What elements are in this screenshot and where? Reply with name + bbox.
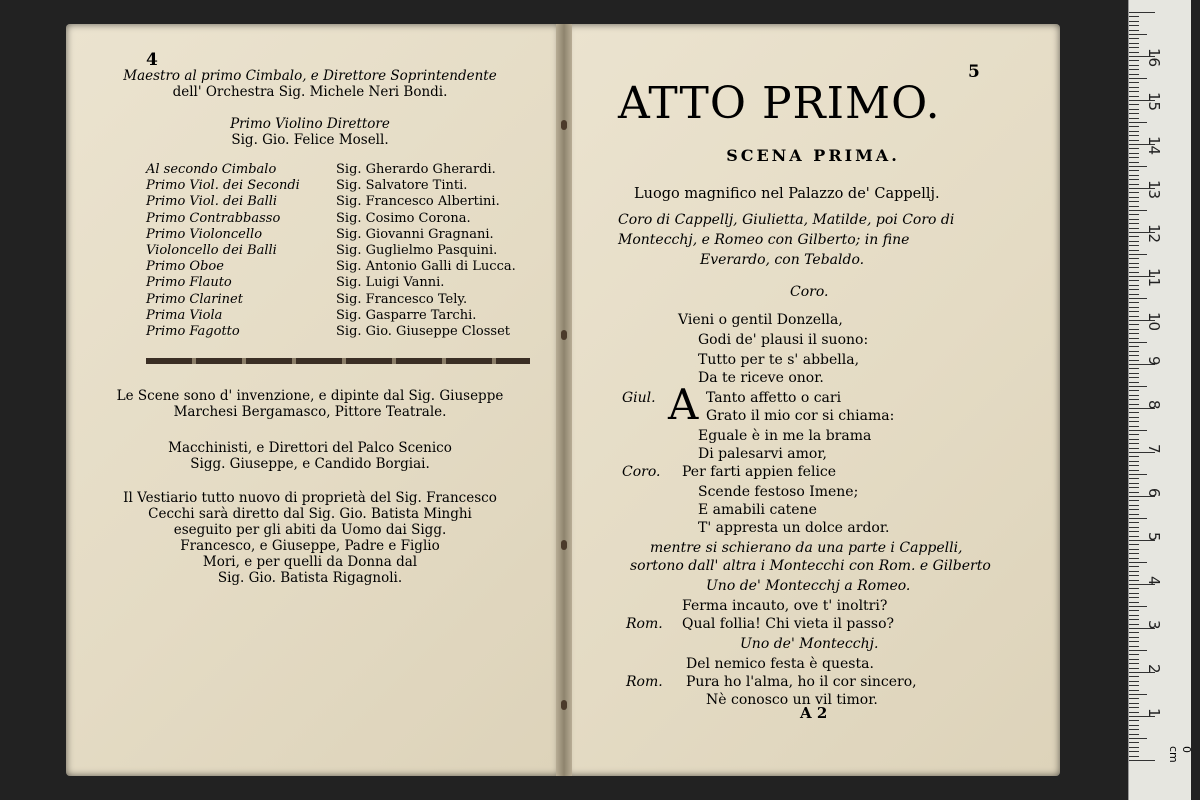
ruler-tick	[1129, 492, 1139, 493]
role-row	[146, 227, 516, 243]
verse-line: Di palesarvi amor,	[698, 446, 827, 462]
ruler-tick	[1129, 448, 1139, 449]
ruler-label: 14	[1145, 136, 1163, 156]
orchestra-roles-list	[146, 162, 516, 340]
ruler-tick	[1129, 210, 1147, 211]
scene-title: SCENA PRIMA.	[726, 146, 900, 165]
ruler-tick	[1129, 659, 1139, 660]
role-row	[146, 162, 516, 178]
ruler-label: 7	[1145, 444, 1163, 454]
ruler-tick	[1129, 12, 1155, 13]
ruler-tick	[1129, 553, 1139, 554]
ruler-tick	[1129, 456, 1139, 457]
ruler-label: 15	[1145, 92, 1163, 112]
musician-name: Sig. Gherardo Gherardi.	[336, 162, 496, 177]
ruler-label: 11	[1145, 268, 1163, 288]
ruler-tick	[1129, 580, 1139, 581]
ruler-tick	[1129, 742, 1139, 743]
ruler-label: 5	[1145, 532, 1163, 542]
ruler-tick	[1129, 465, 1139, 466]
ruler-unit: 0 cm	[1167, 746, 1193, 763]
vestiario-line: eseguito per gli abiti da Uomo dai Sigg.	[173, 522, 447, 538]
speaker-rom: Rom.	[626, 616, 663, 632]
ruler-tick	[1129, 624, 1139, 625]
ruler-tick	[1129, 118, 1139, 119]
ruler-tick	[1129, 324, 1139, 325]
ruler-tick	[1129, 373, 1139, 374]
ruler-tick	[1129, 184, 1139, 185]
ruler-tick	[1129, 206, 1139, 207]
ruler-tick	[1129, 131, 1139, 132]
ruler-tick	[1129, 91, 1139, 92]
header-line-1: Maestro al primo Cimbalo, e Direttore Soprintendente	[123, 68, 497, 84]
role-row	[146, 259, 516, 275]
verse-line: Pura ho l'alma, ho il cor sincero,	[686, 674, 917, 690]
vestiario-line: Il Vestiario tutto nuovo di proprietà del Sig. Francesco	[123, 490, 497, 506]
binding-stitch	[561, 120, 567, 130]
verse-line: Da te riceve onor.	[698, 370, 824, 386]
ruler-tick	[1129, 52, 1139, 53]
ruler-tick	[1129, 725, 1139, 726]
ruler-label: 2	[1145, 664, 1163, 674]
ruler-tick	[1129, 760, 1155, 761]
ruler-tick	[1129, 25, 1139, 26]
ruler-tick	[1129, 250, 1139, 251]
role-row	[146, 243, 516, 259]
ruler-tick	[1129, 610, 1139, 611]
ruler-tick	[1129, 60, 1139, 61]
ruler-tick	[1129, 602, 1139, 603]
ruler-tick	[1129, 421, 1139, 422]
header-line-2: dell' Orchestra Sig. Michele Neri Bondi.	[172, 84, 448, 100]
ruler-tick	[1129, 113, 1139, 114]
ruler-tick	[1129, 734, 1139, 735]
musician-name: Sig. Francesco Albertini.	[336, 194, 500, 210]
ruler-tick	[1129, 707, 1139, 708]
ruler-tick	[1129, 439, 1139, 440]
ruler-tick	[1129, 417, 1139, 418]
stage-direction: mentre si schierano da una parte i Cappelli,	[650, 540, 963, 556]
ruler-tick	[1129, 307, 1139, 308]
right-page-number: 5	[968, 62, 980, 82]
ruler-tick	[1129, 663, 1139, 664]
ruler-tick	[1129, 566, 1139, 567]
ruler-tick	[1129, 74, 1139, 75]
ruler-tick	[1129, 135, 1139, 136]
ruler-tick	[1129, 637, 1139, 638]
ruler-tick	[1129, 597, 1139, 598]
ruler-tick	[1129, 562, 1147, 563]
ruler-tick	[1129, 294, 1139, 295]
ruler-tick	[1129, 544, 1139, 545]
ruler-tick	[1129, 549, 1139, 550]
violino-role: Primo Violino Direttore	[230, 116, 390, 132]
ruler-tick	[1129, 681, 1139, 682]
role-title: Primo Clarinet	[146, 291, 243, 307]
ruler-tick	[1129, 267, 1139, 268]
musician-name: Sig. Antonio Galli di Lucca.	[336, 259, 516, 275]
ruler-tick	[1129, 170, 1139, 171]
ruler-tick	[1129, 360, 1139, 361]
role-title: Primo Viol. dei Balli	[146, 194, 278, 210]
book-gutter	[556, 24, 572, 776]
ruler-tick	[1129, 536, 1139, 537]
ruler-tick	[1129, 514, 1139, 515]
ruler-tick	[1129, 254, 1147, 255]
vestiario-line: Cecchi sarà diretto dal Sig. Gio. Batista Minghi	[148, 506, 472, 522]
ruler-tick	[1129, 641, 1139, 642]
ruler-tick	[1129, 192, 1139, 193]
verse-line: Grato il mio cor si chiama:	[706, 408, 895, 424]
ruler-tick	[1129, 487, 1139, 488]
ruler-tick	[1129, 38, 1139, 39]
ruler-tick	[1129, 500, 1139, 501]
verse-line: Nè conosco un vil timor.	[706, 692, 878, 708]
vestiario-line: Francesco, e Giuseppe, Padre e Figlio	[180, 538, 440, 554]
ruler-tick	[1129, 201, 1139, 202]
ruler-tick	[1129, 483, 1139, 484]
ruler-tick	[1129, 65, 1139, 66]
ruler-tick	[1129, 690, 1139, 691]
ruler-tick	[1129, 30, 1139, 31]
ruler-tick	[1129, 298, 1147, 299]
role-row	[146, 308, 516, 324]
musician-name: Sig. Giovanni Gragnani.	[336, 226, 494, 242]
binding-stitch	[561, 540, 567, 550]
ruler-tick	[1129, 399, 1139, 400]
ruler-tick	[1129, 747, 1139, 748]
verse-line: Del nemico festa è questa.	[686, 656, 874, 672]
verse-line: Ferma incauto, ove t' inoltri?	[682, 598, 888, 614]
vestiario-line: Sig. Gio. Batista Rigagnoli.	[217, 570, 403, 586]
verse-line: Per farti appien felice	[682, 464, 837, 480]
ruler-tick	[1129, 122, 1147, 123]
ruler-tick	[1129, 720, 1139, 721]
ruler-tick	[1129, 236, 1139, 237]
ruler-tick	[1129, 509, 1139, 510]
ruler-tick	[1129, 355, 1139, 356]
ruler-tick	[1129, 505, 1139, 506]
verse-line: Tanto affetto o cari	[706, 390, 842, 406]
ruler-tick	[1129, 104, 1139, 105]
verse-line: Godi de' plausi il suono:	[698, 332, 869, 348]
role-title: Violoncello dei Balli	[146, 243, 277, 259]
ruler-tick	[1129, 386, 1147, 387]
ruler-tick	[1129, 698, 1139, 699]
musician-name: Sig. Luigi Vanni.	[336, 275, 445, 291]
ruler-tick	[1129, 175, 1139, 176]
verse-line: Tutto per te s' abbella,	[698, 352, 860, 368]
ruler-tick	[1129, 703, 1139, 704]
ruler-tick	[1129, 668, 1139, 669]
ruler-tick	[1129, 571, 1139, 572]
musician-name: Sig. Gio. Giuseppe Closset	[336, 324, 510, 340]
violino-name: Sig. Gio. Felice Mosell.	[231, 132, 389, 148]
role-title: Primo Contrabbasso	[146, 210, 281, 226]
ruler-tick	[1129, 738, 1147, 739]
role-row	[146, 324, 516, 340]
ruler-tick	[1129, 426, 1139, 427]
verse-line: Vieni o gentil Donzella,	[678, 312, 843, 328]
speaker-giul: Giul.	[622, 390, 656, 406]
ruler-tick	[1129, 434, 1139, 435]
macchinisti-line-1: Macchinisti, e Direttori del Palco Scenico	[168, 440, 452, 456]
ruler-tick	[1129, 258, 1139, 259]
ruler-tick	[1129, 148, 1139, 149]
scene-line-1: Le Scene sono d' invenzione, e dipinte dal Sig. Giuseppe	[116, 388, 504, 404]
ruler-tick	[1129, 619, 1139, 620]
role-title: Primo Flauto	[146, 275, 232, 291]
ruler-label: 1	[1145, 708, 1163, 718]
ruler-tick	[1129, 311, 1139, 312]
ruler-tick	[1129, 558, 1139, 559]
ruler-tick	[1129, 179, 1139, 180]
ruler-tick	[1129, 21, 1139, 22]
stage-direction-1: Coro di Cappellj, Giulietta, Matilde, poi Coro di	[618, 212, 955, 228]
ruler-tick	[1129, 338, 1139, 339]
left-page-number: 4	[146, 50, 158, 70]
place-line: Luogo magnifico nel Palazzo de' Cappellj.	[634, 186, 940, 202]
ruler-tick	[1129, 197, 1139, 198]
verse-line: T' appresta un dolce ardor.	[698, 520, 890, 536]
ruler-tick	[1129, 751, 1139, 752]
role-title: Primo Violoncello	[146, 226, 263, 242]
ruler-tick	[1129, 478, 1139, 479]
role-title: Primo Viol. dei Secondi	[146, 178, 300, 194]
scene-line-2: Marchesi Bergamasco, Pittore Teatrale.	[173, 404, 447, 420]
ruler-tick	[1129, 272, 1139, 273]
ruler-tick	[1129, 412, 1139, 413]
ruler-tick	[1129, 470, 1139, 471]
coro-heading: Coro.	[790, 284, 829, 300]
ruler-label: 10	[1145, 312, 1163, 332]
ruler-tick	[1129, 646, 1139, 647]
ruler-tick	[1129, 78, 1147, 79]
ruler-tick	[1129, 650, 1147, 651]
ruler-tick	[1129, 302, 1139, 303]
binding-stitch	[561, 700, 567, 710]
ruler-label: 13	[1145, 180, 1163, 200]
stage-direction: sortono dall' altra i Montecchi con Rom. e Gilberto	[630, 558, 991, 574]
ruler-label: 9	[1145, 356, 1163, 366]
ruler-tick	[1129, 69, 1139, 70]
drop-cap: A	[668, 380, 699, 429]
ruler-tick	[1129, 654, 1139, 655]
ruler-tick	[1129, 96, 1139, 97]
ruler-tick	[1129, 518, 1147, 519]
verse-line: Scende festoso Imene;	[698, 484, 859, 500]
verse-line: Qual follia! Chi vieta il passo?	[682, 616, 895, 632]
ruler-tick	[1129, 390, 1139, 391]
ruler-tick	[1129, 430, 1147, 431]
ruler-tick	[1129, 593, 1139, 594]
ruler-tick	[1129, 395, 1139, 396]
ruler-tick	[1129, 461, 1139, 462]
binding-stitch	[561, 330, 567, 340]
ruler-label: 6	[1145, 488, 1163, 498]
ruler-label: 3	[1145, 620, 1163, 630]
role-title: Al secondo Cimbalo	[146, 162, 277, 177]
ruler-tick	[1129, 228, 1139, 229]
role-row	[146, 292, 516, 308]
ruler-tick	[1129, 333, 1139, 334]
role-row	[146, 275, 516, 291]
ruler-tick	[1129, 214, 1139, 215]
ruler-tick	[1129, 575, 1139, 576]
role-title: Primo Fagotto	[146, 324, 240, 340]
musician-name: Sig. Cosimo Corona.	[336, 210, 471, 226]
verse-line: Eguale è in me la brama	[698, 428, 872, 444]
stage-direction-3: Everardo, con Tebaldo.	[700, 252, 865, 268]
ruler-tick	[1129, 474, 1147, 475]
act-title: ATTO PRIMO.	[618, 78, 941, 129]
ruler-label: 12	[1145, 224, 1163, 244]
macchinisti-line-2: Sigg. Giuseppe, e Candido Borgiai.	[190, 456, 430, 472]
role-row	[146, 178, 516, 194]
ruler-tick	[1129, 162, 1139, 163]
ruler-tick	[1129, 285, 1139, 286]
ruler-tick	[1129, 756, 1139, 757]
role-title: Prima Viola	[146, 307, 223, 323]
ruler-tick	[1129, 47, 1139, 48]
ruler-tick	[1129, 351, 1139, 352]
musician-name: Sig. Francesco Tely.	[336, 291, 468, 307]
role-row	[146, 194, 516, 210]
musician-name: Sig. Guglielmo Pasquini.	[336, 243, 498, 259]
speaker-direction: Uno de' Montecchj.	[740, 636, 879, 652]
ornamental-divider	[146, 358, 530, 364]
ruler-tick	[1129, 632, 1139, 633]
ruler-tick	[1129, 606, 1147, 607]
ruler-tick	[1129, 219, 1139, 220]
ruler-tick	[1129, 16, 1139, 17]
ruler-tick	[1129, 289, 1139, 290]
ruler-label: 4	[1145, 576, 1163, 586]
vestiario-line: Mori, e per quelli da Donna dal	[202, 554, 418, 570]
ruler-tick	[1129, 685, 1139, 686]
musician-name: Sig. Gasparre Tarchi.	[336, 307, 477, 323]
ruler-tick	[1129, 280, 1139, 281]
ruler-tick	[1129, 694, 1147, 695]
ruler-tick	[1129, 126, 1139, 127]
ruler-tick	[1129, 342, 1147, 343]
speaker-rom: Rom.	[626, 674, 663, 690]
ruler-tick	[1129, 43, 1139, 44]
ruler-tick	[1129, 34, 1147, 35]
ruler-tick	[1129, 676, 1139, 677]
musician-name: Sig. Salvatore Tinti.	[336, 178, 468, 194]
ruler-tick	[1129, 522, 1139, 523]
ruler-label: 8	[1145, 400, 1163, 410]
ruler-tick	[1129, 153, 1139, 154]
ruler-tick	[1129, 263, 1139, 264]
signature-mark: A 2	[800, 704, 828, 722]
stage-direction-2: Montecchj, e Romeo con Gilberto; in fine	[618, 232, 910, 248]
ruler-tick	[1129, 712, 1139, 713]
ruler-tick	[1129, 241, 1139, 242]
stage-direction: Uno de' Montecchj a Romeo.	[706, 578, 911, 594]
ruler-tick	[1129, 82, 1139, 83]
ruler-tick	[1129, 527, 1139, 528]
ruler-tick	[1129, 87, 1139, 88]
ruler-tick	[1129, 157, 1139, 158]
ruler-tick	[1129, 166, 1147, 167]
ruler-tick	[1129, 615, 1139, 616]
ruler-tick	[1129, 223, 1139, 224]
role-row	[146, 211, 516, 227]
ruler-tick	[1129, 346, 1139, 347]
role-title: Primo Oboe	[146, 259, 224, 275]
ruler-tick	[1129, 329, 1139, 330]
ruler-label: 16	[1145, 48, 1163, 68]
verse-line: E amabili catene	[698, 502, 817, 518]
ruler-tick	[1129, 404, 1139, 405]
ruler-tick	[1129, 531, 1139, 532]
ruler-tick	[1129, 245, 1139, 246]
ruler-tick	[1129, 316, 1139, 317]
measurement-ruler	[1128, 0, 1191, 800]
ruler-tick	[1129, 377, 1139, 378]
speaker-coro: Coro.	[622, 464, 661, 480]
ruler-tick	[1129, 140, 1139, 141]
ruler-tick	[1129, 382, 1139, 383]
ruler-tick	[1129, 588, 1139, 589]
ruler-tick	[1129, 443, 1139, 444]
ruler-tick	[1129, 109, 1139, 110]
ruler-tick	[1129, 368, 1139, 369]
ruler-tick	[1129, 729, 1139, 730]
